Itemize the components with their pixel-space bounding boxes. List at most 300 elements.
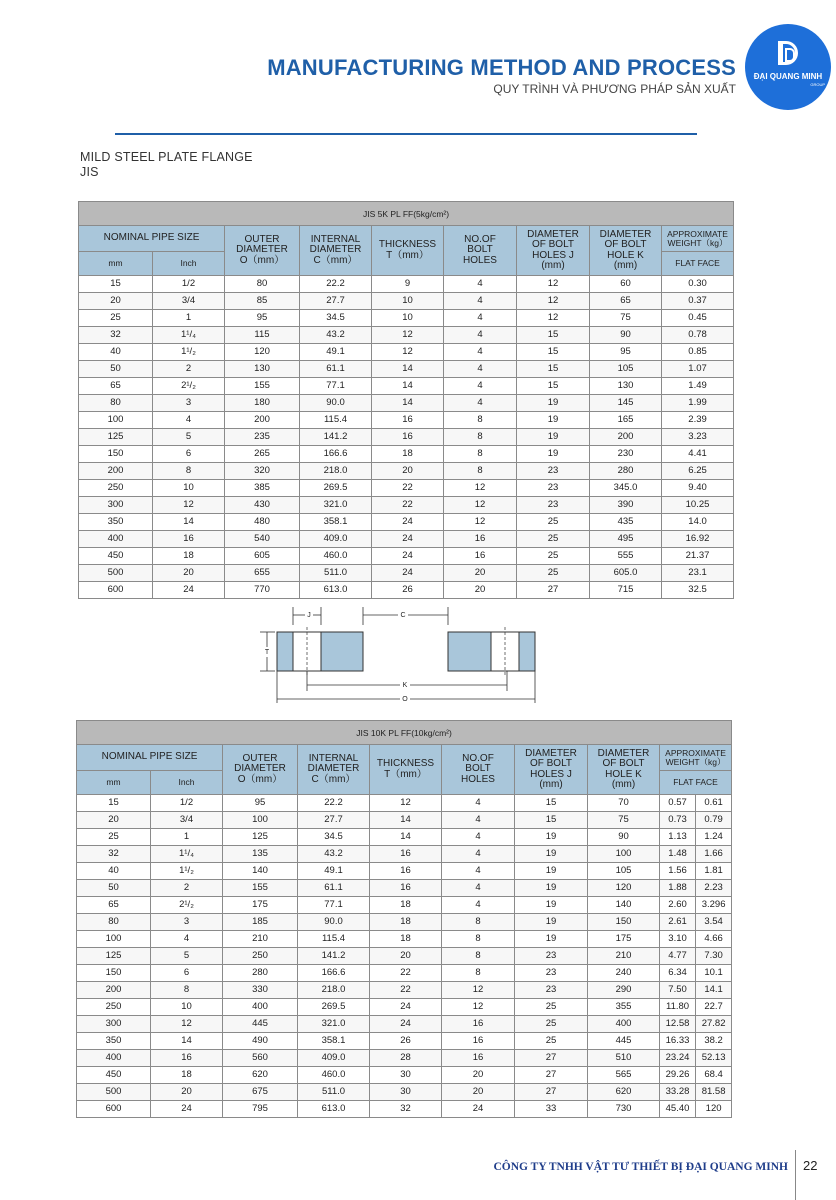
weight-cell: 0.45 [662, 310, 734, 327]
table-cell: 350 [79, 514, 153, 531]
table-cell: 6 [151, 965, 223, 982]
table-cell: 16 [442, 1033, 515, 1050]
table-cell: 22 [372, 480, 444, 497]
table-cell: 16 [442, 1016, 515, 1033]
weight-cell [660, 1084, 732, 1101]
table-cell: 16 [444, 548, 517, 565]
table-cell: 235 [225, 429, 300, 446]
weight-cell: 0.78 [662, 327, 734, 344]
table-cell: 19 [515, 914, 588, 931]
section-title-line1: MILD STEEL PLATE FLANGE [80, 150, 253, 164]
table-cell: 19 [517, 446, 590, 463]
table-cell: 2 [151, 880, 223, 897]
table-cell: 355 [588, 999, 660, 1016]
weight-value: 2.60 [660, 897, 696, 913]
table-row [77, 931, 732, 948]
weight-cell [660, 1016, 732, 1033]
table-cell: 115.4 [300, 412, 372, 429]
table-cell: 4 [442, 863, 515, 880]
table-cell: 16 [370, 863, 442, 880]
table-cell: 15 [517, 378, 590, 395]
weight-value: 29.26 [660, 1067, 696, 1083]
table-cell: 16 [153, 531, 225, 548]
table-cell: 26 [372, 582, 444, 599]
table-row [77, 846, 732, 863]
header-weight: APPROXIMATE WEIGHT（kg） [660, 745, 732, 771]
weight-value: 81.58 [701, 1086, 726, 1097]
weight-cell [660, 1033, 732, 1050]
weight-value: 1.66 [704, 848, 723, 859]
company-logo [745, 24, 831, 110]
table-cell: 321.0 [298, 1016, 370, 1033]
table-cell: 511.0 [300, 565, 372, 582]
weight-cell: 14.0 [662, 514, 734, 531]
table-cell: 141.2 [300, 429, 372, 446]
table-cell: 40 [77, 863, 151, 880]
table-cell: 120 [225, 344, 300, 361]
weight-cell: 9.40 [662, 480, 734, 497]
table-cell: 620 [588, 1084, 660, 1101]
table-cell: 620 [223, 1067, 298, 1084]
weight-value: 68.4 [704, 1069, 723, 1080]
weight-value: 3.54 [704, 916, 723, 927]
table-cell: 24 [372, 514, 444, 531]
page-title: MANUFACTURING METHOD AND PROCESS [267, 55, 736, 80]
weight-cell [660, 931, 732, 948]
table-cell: 24 [151, 1101, 223, 1118]
table-cell: 20 [79, 293, 153, 310]
table-cell: 12 [444, 497, 517, 514]
table-cell: 166.6 [298, 965, 370, 982]
table-row [79, 344, 734, 361]
table-cell: 20 [442, 1084, 515, 1101]
table-row [77, 795, 732, 812]
table-row [79, 497, 734, 514]
table-cell: 25 [515, 999, 588, 1016]
weight-cell [660, 1067, 732, 1084]
table-cell: 140 [223, 863, 298, 880]
table-cell: 4 [444, 378, 517, 395]
table-cell: 12 [151, 1016, 223, 1033]
table-cell: 565 [588, 1067, 660, 1084]
dim-label-t: T [264, 649, 270, 656]
table-cell: 100 [79, 412, 153, 429]
table-cell: 218.0 [300, 463, 372, 480]
table-cell: 18 [153, 548, 225, 565]
table-cell: 9 [372, 276, 444, 293]
weight-value: 52.13 [701, 1052, 726, 1063]
table-cell: 60 [590, 276, 662, 293]
table-cell: 85 [225, 293, 300, 310]
weight-value: 120 [705, 1103, 722, 1114]
footer-company: CÔNG TY TNHH VẬT TƯ THIẾT BỊ ĐẠI QUANG MINH [493, 1161, 788, 1173]
table-cell: 65 [77, 897, 151, 914]
table-cell: 4 [444, 361, 517, 378]
table-cell: 269.5 [300, 480, 372, 497]
table-cell: 210 [223, 931, 298, 948]
table-cell: 770 [225, 582, 300, 599]
footer-divider [795, 1150, 796, 1200]
table-cell: 20 [370, 948, 442, 965]
table-cell: 24 [370, 999, 442, 1016]
table-cell: 23 [517, 480, 590, 497]
weight-cell: 4.41 [662, 446, 734, 463]
table-cell: 105 [590, 361, 662, 378]
table-cell: 218.0 [298, 982, 370, 999]
table-cell: 4 [444, 293, 517, 310]
table-cell: 15 [77, 795, 151, 812]
table-cell: 50 [79, 361, 153, 378]
table-cell: 22 [370, 965, 442, 982]
table-cell: 290 [588, 982, 660, 999]
weight-cell: 3.23 [662, 429, 734, 446]
table-cell: 12 [442, 999, 515, 1016]
table-cell: 14 [372, 395, 444, 412]
table-cell: 25 [517, 548, 590, 565]
weight-cell [660, 1050, 732, 1067]
weight-cell: 32.5 [662, 582, 734, 599]
table-cell: 4 [442, 812, 515, 829]
table-cell: 24 [372, 565, 444, 582]
table-cell: 100 [588, 846, 660, 863]
table-cell: 24 [153, 582, 225, 599]
table-cell: 20 [444, 565, 517, 582]
table-cell: 450 [77, 1067, 151, 1084]
table-cell: 358.1 [300, 514, 372, 531]
table-cell: 155 [225, 378, 300, 395]
table-cell: 5 [151, 948, 223, 965]
table-cell: 15 [79, 276, 153, 293]
table-cell: 115.4 [298, 931, 370, 948]
table-cell: 43.2 [300, 327, 372, 344]
header-bolt-circle: DIAMETER OF BOLT HOLE K (mm) [590, 226, 662, 276]
weight-value: 0.79 [704, 814, 723, 825]
weight-cell: 16.92 [662, 531, 734, 548]
table-cell: 15 [517, 344, 590, 361]
table-cell: 12 [517, 293, 590, 310]
table-cell: 25 [517, 565, 590, 582]
table-cell: 8 [444, 446, 517, 463]
weight-cell [660, 1101, 732, 1118]
header-internal: INTERNAL DIAMETER C（mm） [300, 226, 372, 276]
table-cell: 8 [151, 982, 223, 999]
weight-value: 7.30 [704, 950, 723, 961]
table-cell: 30 [370, 1084, 442, 1101]
table-cell: 450 [79, 548, 153, 565]
table-cell: 675 [223, 1084, 298, 1101]
table-cell: 125 [77, 948, 151, 965]
table-cell: 4 [444, 395, 517, 412]
table-row [79, 293, 734, 310]
table-cell: 300 [79, 497, 153, 514]
table-cell: 22 [372, 497, 444, 514]
table-cell: 715 [590, 582, 662, 599]
weight-value: 1.24 [704, 831, 723, 842]
table-cell: 19 [515, 897, 588, 914]
table-cell: 27 [515, 1084, 588, 1101]
table-jis-5k [78, 201, 734, 599]
table-cell: 14 [151, 1033, 223, 1050]
header-nominal: NOMINAL PIPE SIZE [79, 226, 225, 252]
weight-value: 3.10 [660, 931, 696, 947]
table-row [77, 829, 732, 846]
table-row [79, 548, 734, 565]
table-cell: 445 [588, 1033, 660, 1050]
table-cell: 155 [223, 880, 298, 897]
table-cell: 600 [79, 582, 153, 599]
table-cell: 4 [442, 795, 515, 812]
table-row [77, 812, 732, 829]
table-cell: 49.1 [300, 344, 372, 361]
table-cell: 19 [515, 829, 588, 846]
table-row [79, 463, 734, 480]
table-cell: 32 [370, 1101, 442, 1118]
table-cell: 19 [517, 412, 590, 429]
table-cell: 77.1 [300, 378, 372, 395]
table-cell: 8 [444, 412, 517, 429]
table-cell: 12 [372, 344, 444, 361]
header-nominal: NOMINAL PIPE SIZE [77, 745, 223, 771]
table-cell: 14 [153, 514, 225, 531]
table-caption: JIS 5K PL FF(5kg/cm²) [79, 202, 734, 226]
weight-value: 10.1 [704, 967, 723, 978]
table-cell: 240 [588, 965, 660, 982]
weight-value: 0.57 [660, 795, 696, 811]
table-cell: 19 [515, 931, 588, 948]
table-row [77, 1084, 732, 1101]
table-cell: 32 [79, 327, 153, 344]
table-cell: 180 [225, 395, 300, 412]
table-row [77, 982, 732, 999]
weight-cell: 1.99 [662, 395, 734, 412]
table-cell: 330 [223, 982, 298, 999]
table-cell: 20 [442, 1067, 515, 1084]
table-cell: 25 [515, 1033, 588, 1050]
table-cell: 445 [223, 1016, 298, 1033]
table-cell: 65 [590, 293, 662, 310]
table-row [77, 1016, 732, 1033]
table-cell: 495 [590, 531, 662, 548]
table-cell: 1¹/₂ [151, 863, 223, 880]
table-cell: 480 [225, 514, 300, 531]
table-cell: 4 [444, 327, 517, 344]
table-row [79, 531, 734, 548]
table-row [77, 897, 732, 914]
weight-cell: 0.85 [662, 344, 734, 361]
table-cell: 145 [590, 395, 662, 412]
weight-cell [660, 965, 732, 982]
table-cell: 16 [372, 429, 444, 446]
table-cell: 23 [517, 497, 590, 514]
table-cell: 27 [517, 582, 590, 599]
table-cell: 141.2 [298, 948, 370, 965]
table-cell: 12 [372, 327, 444, 344]
weight-cell [660, 948, 732, 965]
table-cell: 510 [588, 1050, 660, 1067]
table-cell: 8 [442, 914, 515, 931]
table-row [77, 1050, 732, 1067]
table-cell: 8 [442, 931, 515, 948]
table-cell: 460.0 [298, 1067, 370, 1084]
table-cell: 95 [225, 310, 300, 327]
table-cell: 27.7 [298, 812, 370, 829]
table-cell: 1¹/₂ [153, 344, 225, 361]
table-cell: 8 [442, 948, 515, 965]
weight-cell: 1.07 [662, 361, 734, 378]
table-cell: 25 [515, 1016, 588, 1033]
weight-cell [660, 829, 732, 846]
table-row [79, 446, 734, 463]
table-cell: 130 [590, 378, 662, 395]
dim-label-c: C [400, 612, 406, 619]
table-cell: 40 [79, 344, 153, 361]
table-cell: 150 [77, 965, 151, 982]
table-row [79, 378, 734, 395]
table-cell: 24 [370, 1016, 442, 1033]
table-jis-10k [76, 720, 732, 1118]
table-cell: 19 [517, 429, 590, 446]
weight-value: 1.13 [660, 829, 696, 845]
table-cell: 250 [79, 480, 153, 497]
table-cell: 385 [225, 480, 300, 497]
table-cell: 15 [517, 327, 590, 344]
table-cell: 20 [151, 1084, 223, 1101]
weight-value: 6.34 [660, 965, 696, 981]
weight-value: 2.23 [704, 882, 723, 893]
table-cell: 345.0 [590, 480, 662, 497]
dim-label-k: K [402, 682, 408, 689]
table-cell: 175 [223, 897, 298, 914]
weight-value: 0.73 [660, 812, 696, 828]
weight-value: 1.81 [704, 865, 723, 876]
table-cell: 4 [444, 344, 517, 361]
table-cell: 16 [442, 1050, 515, 1067]
weight-cell: 6.25 [662, 463, 734, 480]
header-divider [115, 133, 697, 135]
table-cell: 20 [372, 463, 444, 480]
table-cell: 23 [515, 965, 588, 982]
table-cell: 1¹/₄ [153, 327, 225, 344]
weight-cell: 23.1 [662, 565, 734, 582]
table-cell: 4 [442, 846, 515, 863]
weight-value: 23.24 [660, 1050, 696, 1066]
table-cell: 10 [372, 293, 444, 310]
table-cell: 34.5 [298, 829, 370, 846]
table-cell: 5 [153, 429, 225, 446]
table-cell: 105 [588, 863, 660, 880]
table-cell: 4 [444, 276, 517, 293]
table-row [79, 310, 734, 327]
table-cell: 555 [590, 548, 662, 565]
table-cell: 265 [225, 446, 300, 463]
table-cell: 49.1 [298, 863, 370, 880]
table-cell: 8 [153, 463, 225, 480]
weight-cell [660, 897, 732, 914]
table-cell: 10 [151, 999, 223, 1016]
table-cell: 90.0 [298, 914, 370, 931]
table-cell: 490 [223, 1033, 298, 1050]
table-cell: 77.1 [298, 897, 370, 914]
table-cell: 400 [223, 999, 298, 1016]
table-cell: 70 [588, 795, 660, 812]
table-row [77, 1067, 732, 1084]
table-cell: 430 [225, 497, 300, 514]
table-cell: 1/2 [153, 276, 225, 293]
table-cell: 2¹/₂ [153, 378, 225, 395]
table-cell: 15 [517, 361, 590, 378]
table-cell: 320 [225, 463, 300, 480]
header-weight: APPROXIMATE WEIGHT（kg） [662, 226, 734, 252]
table-cell: 460.0 [300, 548, 372, 565]
table-cell: 27.7 [300, 293, 372, 310]
table-cell: 280 [590, 463, 662, 480]
table-cell: 6 [153, 446, 225, 463]
table-cell: 25 [517, 531, 590, 548]
table-cell: 150 [79, 446, 153, 463]
flange-drawing [255, 605, 550, 705]
table-cell: 613.0 [298, 1101, 370, 1118]
table-cell: 20 [444, 582, 517, 599]
weight-value: 2.61 [660, 914, 696, 930]
weight-cell: 0.30 [662, 276, 734, 293]
table-cell: 8 [442, 965, 515, 982]
table-cell: 16 [370, 880, 442, 897]
weight-value: 12.58 [660, 1016, 696, 1032]
table-row [79, 412, 734, 429]
table-cell: 600 [77, 1101, 151, 1118]
table-cell: 16 [372, 412, 444, 429]
table-row [79, 429, 734, 446]
weight-cell: 10.25 [662, 497, 734, 514]
header-flat-face: FLAT FACE [662, 252, 734, 276]
table-cell: 1 [153, 310, 225, 327]
table-cell: 4 [442, 897, 515, 914]
table-cell: 130 [225, 361, 300, 378]
page-subtitle: QUY TRÌNH VÀ PHƯƠNG PHÁP SẢN XUẤT [493, 82, 736, 96]
table-cell: 511.0 [298, 1084, 370, 1101]
table-cell: 10 [153, 480, 225, 497]
table-cell: 14 [370, 812, 442, 829]
table-row [77, 965, 732, 982]
weight-value: 0.61 [704, 797, 723, 808]
logo-d-icon [778, 41, 798, 65]
table-cell: 4 [442, 880, 515, 897]
table-row [77, 999, 732, 1016]
table-cell: 8 [444, 463, 517, 480]
weight-value: 38.2 [704, 1035, 723, 1046]
table-cell: 135 [223, 846, 298, 863]
table-cell: 605 [225, 548, 300, 565]
table-row [77, 880, 732, 897]
table-cell: 210 [588, 948, 660, 965]
table-cell: 34.5 [300, 310, 372, 327]
table-cell: 150 [588, 914, 660, 931]
table-cell: 95 [223, 795, 298, 812]
table-cell: 75 [590, 310, 662, 327]
table-cell: 12 [517, 276, 590, 293]
weight-value: 3.296 [701, 899, 726, 910]
table-cell: 27 [515, 1050, 588, 1067]
table-body [77, 795, 732, 1118]
table-cell: 1 [151, 829, 223, 846]
table-row [79, 582, 734, 599]
table-cell: 24 [442, 1101, 515, 1118]
table-cell: 14 [372, 361, 444, 378]
table-cell: 15 [515, 812, 588, 829]
header-mm: mm [77, 771, 151, 795]
weight-value: 33.28 [660, 1084, 696, 1100]
table-cell: 19 [515, 863, 588, 880]
